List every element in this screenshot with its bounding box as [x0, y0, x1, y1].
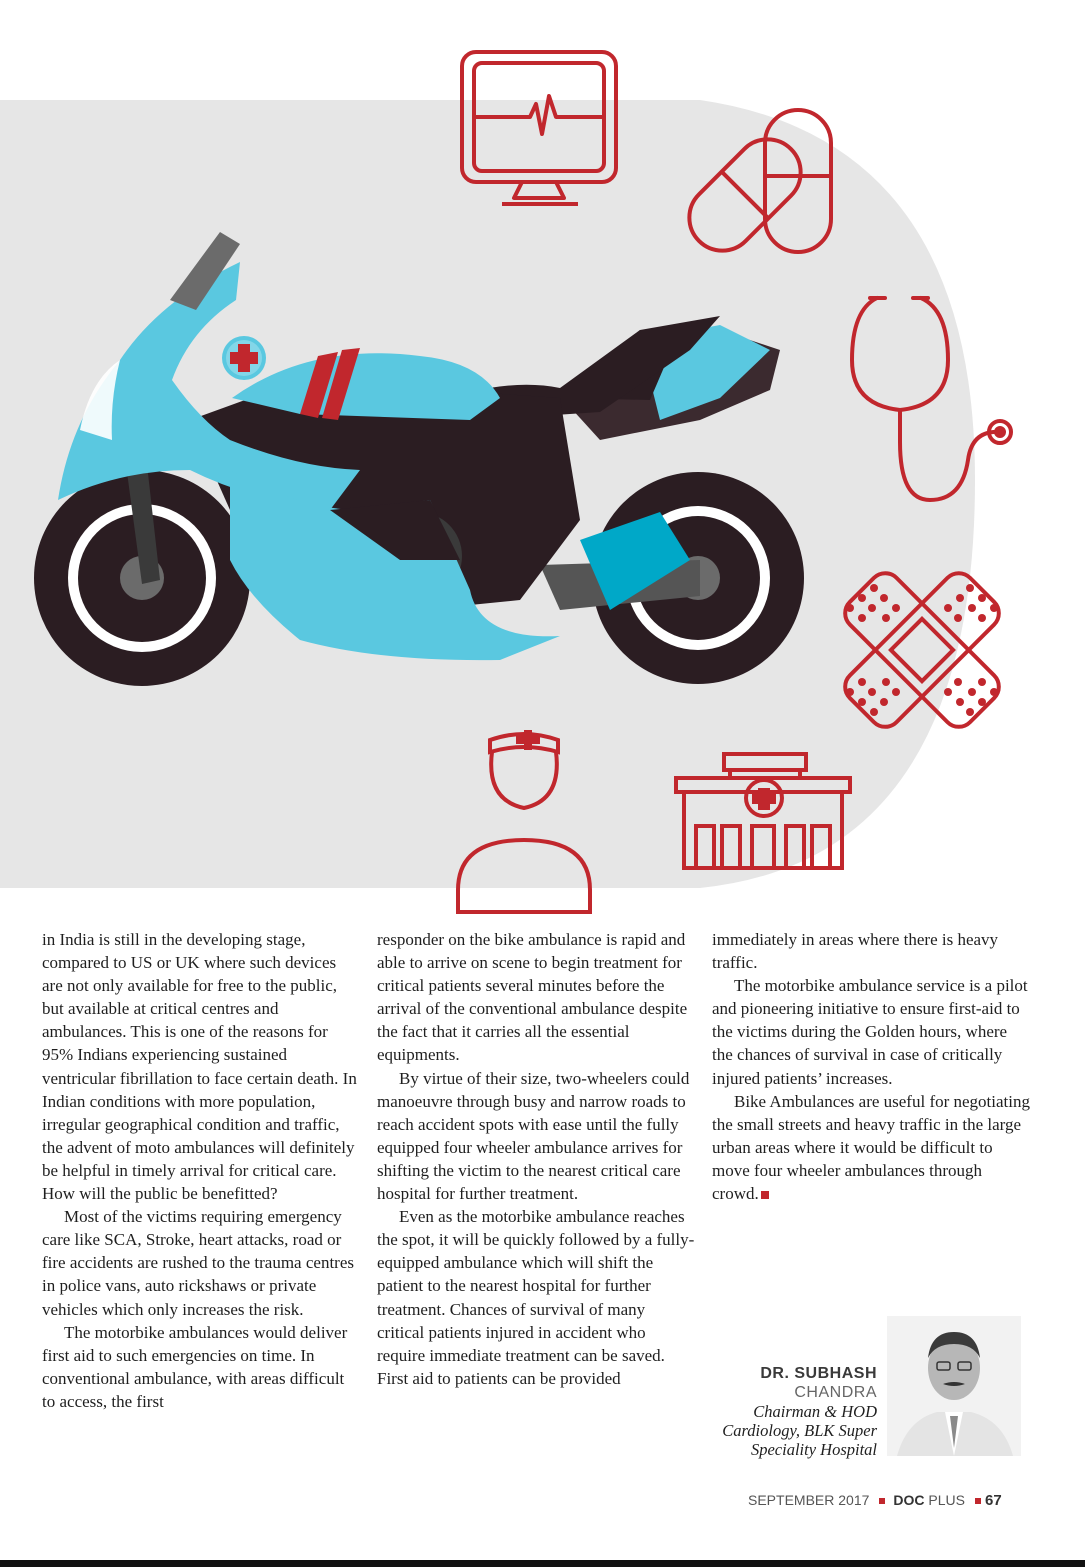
end-of-article-mark — [761, 1191, 769, 1199]
author-name-line2: CHANDRA — [794, 1384, 877, 1401]
magazine-name-light: PLUS — [928, 1492, 965, 1508]
footer-separator — [975, 1498, 981, 1504]
author-role-line1: Chairman & HOD — [753, 1402, 877, 1421]
magazine-name-bold: DOC — [893, 1492, 925, 1508]
article-column-2 — [377, 928, 695, 1390]
bottom-rule — [0, 1560, 1085, 1567]
author-name-line1: DR. SUBHASH — [760, 1365, 877, 1382]
article-column-3 — [712, 928, 1030, 1205]
subheading: How will the public be benefitted? — [42, 1184, 278, 1204]
issue-date: SEPTEMBER 2017 — [748, 1492, 870, 1508]
paragraph: The motorbike ambulance service is a pilot and pioneering initiative to ensure first-aid to the victims during the Golden hours, where the chances of survival in case of critically injured patients’ increases. — [712, 976, 1028, 1088]
paragraph: The motorbike ambulances would deliver first aid to such emergencies on time. In conventional ambulance, with areas difficult to access, the first — [42, 1322, 348, 1411]
footer-separator — [879, 1498, 885, 1504]
page-number: 67 — [984, 1492, 1002, 1509]
paragraph — [712, 1090, 1030, 1205]
page-footer — [748, 1492, 1002, 1509]
author-block — [680, 1316, 1025, 1461]
author-info — [637, 1364, 877, 1459]
author-role-line3: Speciality Hospital — [750, 1440, 877, 1459]
paragraph: By virtue of their size, two-wheelers could manoeuvre through busy and narrow roads to reach accident spots with ease until the fully equipped four wheeler ambulance arrives for shifting the victim to the nearest critical care hospital for further treatment. — [377, 1068, 690, 1204]
paragraph: responder on the bike ambulance is rapid and able to arrive on scene to begin treatment for critical patients several minutes before the arrival of the conventional ambulance despite the fact that it carries all the essential equipments. — [377, 930, 688, 1065]
author-photo — [887, 1316, 1021, 1456]
article-column-1 — [42, 928, 360, 1413]
paragraph: Even as the motorbike ambulance reaches the spot, it will be quickly followed by a fully-equipped ambulance which will shift the patient to the nearest hospital for further treatment. Chances of survival of many critical patients injured in accident who require immediate treatment can be saved. First aid to patients can be provided — [377, 1207, 695, 1388]
paragraph: immediately in areas where there is heavy traffic. — [712, 930, 999, 973]
paragraph: in India is still in the developing stage, compared to US or UK where such devices are not only available for free to the public, but available at critical centres and ambulances. This is one of the reasons for 95% Indians experiencing sustained ventricular fibrillation to face certain death. In Indian conditions with more population, irregular geographical condition and traffic, the advent of moto ambulances will definitely be helpful in timely arrival for critical care. — [42, 930, 357, 1180]
paragraph-text: Bike Ambulances are useful for negotiating the small streets and heavy traffic in the large urban areas where it would be difficult to move four wheeler ambulances through crowd. — [712, 1091, 1030, 1204]
author-role-line2: Cardiology, BLK Super — [722, 1421, 877, 1440]
paragraph: Most of the victims requiring emergency care like SCA, Stroke, heart attacks, road or fire accidents are rushed to the trauma centres in police vans, auto rickshaws or private vehicles which only increases the risk. — [42, 1207, 354, 1319]
